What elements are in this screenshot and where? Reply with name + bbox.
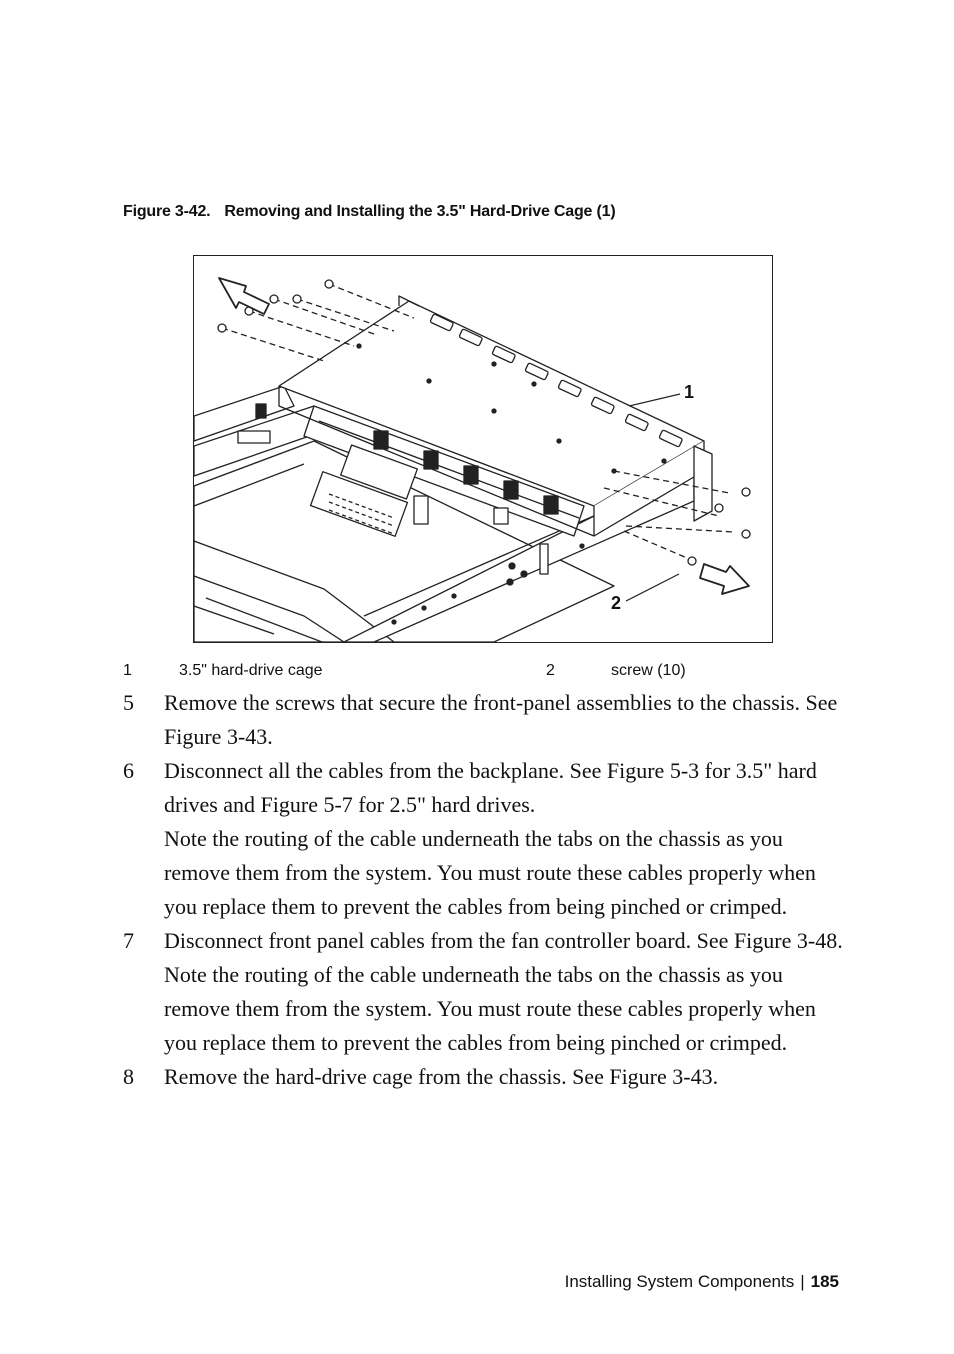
step-number: 7 bbox=[123, 928, 134, 953]
legend-label-2: screw (10) bbox=[611, 662, 686, 679]
step-text: Remove the screws that secure the front-panel assemblies to the chassis. See Figure 3-43. bbox=[164, 690, 838, 749]
figure-caption bbox=[123, 203, 615, 221]
legend-label-1: 3.5" hard-drive cage bbox=[179, 662, 323, 679]
figure-title: Removing and Installing the 3.5" Hard-Drive Cage (1) bbox=[224, 203, 616, 220]
legend-num-2: 2 bbox=[546, 662, 555, 679]
step-6 bbox=[123, 754, 853, 822]
step-number: 5 bbox=[123, 690, 134, 715]
figure-illustration bbox=[193, 255, 773, 643]
page-number: 185 bbox=[810, 1272, 839, 1291]
step-text: Disconnect front panel cables from the fan controller board. See Figure 3-48. bbox=[164, 928, 843, 953]
footer-separator: | bbox=[800, 1272, 805, 1291]
page-footer bbox=[565, 1272, 839, 1292]
step-7-note: Note the routing of the cable underneath the tabs on the chassis as you remove them from the system. You must route these cables properly when you replace them to prevent the cables from being pinched or crimped. bbox=[164, 962, 816, 1055]
step-5 bbox=[123, 686, 853, 754]
callout-1: 1 bbox=[684, 382, 695, 402]
legend-num-1: 1 bbox=[123, 662, 132, 679]
figure-number: Figure 3-42. bbox=[123, 203, 211, 220]
footer-section: Installing System Components bbox=[564, 1272, 795, 1291]
step-6-note: Note the routing of the cable underneath the tabs on the chassis as you remove them from the system. You must route these cables properly when you replace them to prevent the cables from being pinched or crimped. bbox=[164, 826, 816, 919]
callout-2: 2 bbox=[611, 593, 622, 613]
step-text: Disconnect all the cables from the backplane. See Figure 5-3 for 3.5" hard drives and Figure 5-7 for 2.5" hard drives. bbox=[164, 758, 817, 817]
arrow-up-left-icon bbox=[219, 278, 269, 314]
step-text: Remove the hard-drive cage from the chassis. See Figure 3-43. bbox=[164, 1064, 719, 1089]
procedure-steps bbox=[123, 686, 853, 1094]
step-8 bbox=[123, 1060, 853, 1094]
step-number: 6 bbox=[123, 758, 134, 783]
step-7 bbox=[123, 924, 853, 958]
arrow-down-right-icon bbox=[700, 564, 749, 594]
step-number: 8 bbox=[123, 1064, 134, 1089]
